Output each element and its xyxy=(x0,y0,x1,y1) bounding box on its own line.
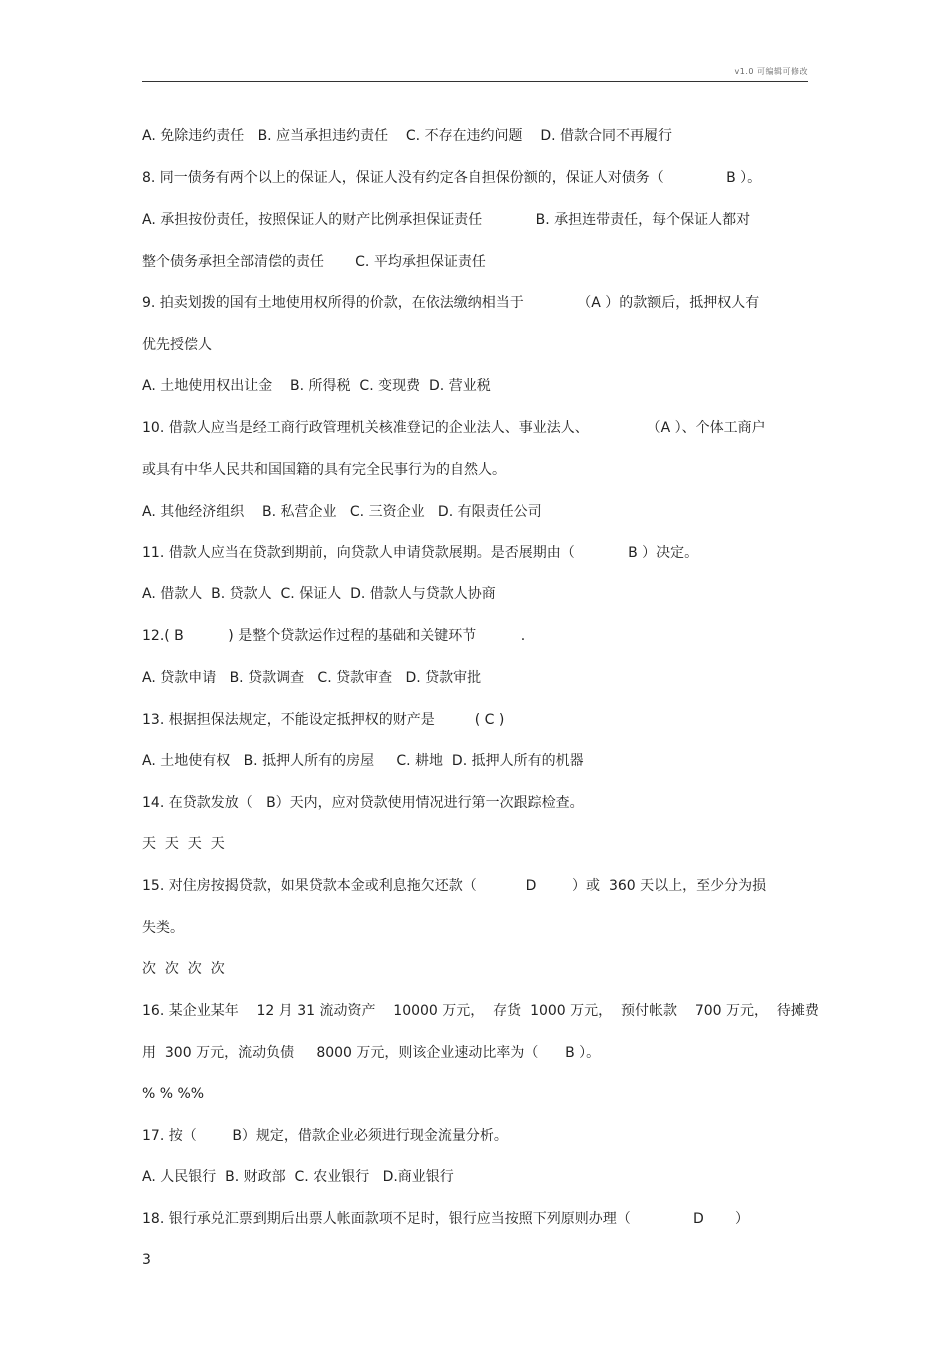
text-line: A. 其他经济组织 B. 私营企业 C. 三资企业 D. 有限责任公司 xyxy=(142,504,542,520)
page-number: 3 xyxy=(142,1252,151,1268)
text-line: 16. 某企业某年 12 月 31 流动资产 10000 万元， 存货 1000 万元， 预付帐款 700 万元， 待摊费 xyxy=(142,1003,819,1019)
text-line: A. 免除违约责任 B. 应当承担违约责任 C. 不存在违约问题 D. 借款合同不再履行 xyxy=(142,128,673,144)
text-line: 14. 在贷款发放（ B）天内，应对贷款使用情况进行第一次跟踪检查。 xyxy=(142,795,584,811)
text-line: 次 次 次 次 xyxy=(142,961,225,977)
text-line: 15. 对住房按揭贷款，如果贷款本金或利息拖欠还款（ D ）或 360 天以上，至少分为损 xyxy=(142,878,767,894)
text-line: 失类。 xyxy=(142,920,184,936)
text-line: 9. 拍卖划拨的国有土地使用权所得的价款，在依法缴纳相当于 （A ）的款额后，抵押权人有 xyxy=(142,295,760,311)
header-rule xyxy=(142,81,808,82)
text-line: A. 土地使用权出让金 B. 所得税 C. 变现费 D. 营业税 xyxy=(142,378,491,394)
text-line: A. 土地使有权 B. 抵押人所有的房屋 C. 耕地 D. 抵押人所有的机器 xyxy=(142,753,584,769)
text-line: A. 人民银行 B. 财政部 C. 农业银行 D.商业银行 xyxy=(142,1169,454,1185)
text-line: A. 贷款申请 B. 贷款调查 C. 贷款审查 D. 贷款审批 xyxy=(142,670,482,686)
text-line: % % %% xyxy=(142,1086,205,1102)
header-note: v1.0 可编辑可修改 xyxy=(734,67,808,76)
text-line: A. 承担按份责任，按照保证人的财产比例承担保证责任 B. 承担连带责任，每个保证人都对 xyxy=(142,212,751,228)
text-line: 整个债务承担全部清偿的责任 C. 平均承担保证责任 xyxy=(142,254,486,270)
text-line: 天 天 天 天 xyxy=(142,836,225,852)
text-line: 18. 银行承兑汇票到期后出票人帐面款项不足时，银行应当按照下列原则办理（ D ） xyxy=(142,1211,749,1227)
text-line: 10. 借款人应当是经工商行政管理机关核准登记的企业法人、事业法人、 （A ）、个体工商户 xyxy=(142,420,766,436)
text-line: 13. 根据担保法规定，不能设定抵押权的财产是 ( C ) xyxy=(142,712,505,728)
text-line: 12.( B ) 是整个贷款运作过程的基础和关键环节 . xyxy=(142,628,526,644)
text-line: 17. 按（ B）规定，借款企业必须进行现金流量分析。 xyxy=(142,1128,508,1144)
text-line: 11. 借款人应当在贷款到期前，向贷款人申请贷款展期。是否展期由（ B ）决定。 xyxy=(142,545,699,561)
text-line: A. 借款人 B. 贷款人 C. 保证人 D. 借款人与贷款人协商 xyxy=(142,586,496,602)
text-line: 或具有中华人民共和国国籍的具有完全民事行为的自然人。 xyxy=(142,462,506,478)
text-line: 优先授偿人 xyxy=(142,337,212,353)
text-line: 用 300 万元，流动负债 8000 万元，则该企业速动比率为（ B ）。 xyxy=(142,1045,601,1061)
text-line: 8. 同一债务有两个以上的保证人，保证人没有约定各自担保份额的，保证人对债务（ B ）。 xyxy=(142,170,762,186)
